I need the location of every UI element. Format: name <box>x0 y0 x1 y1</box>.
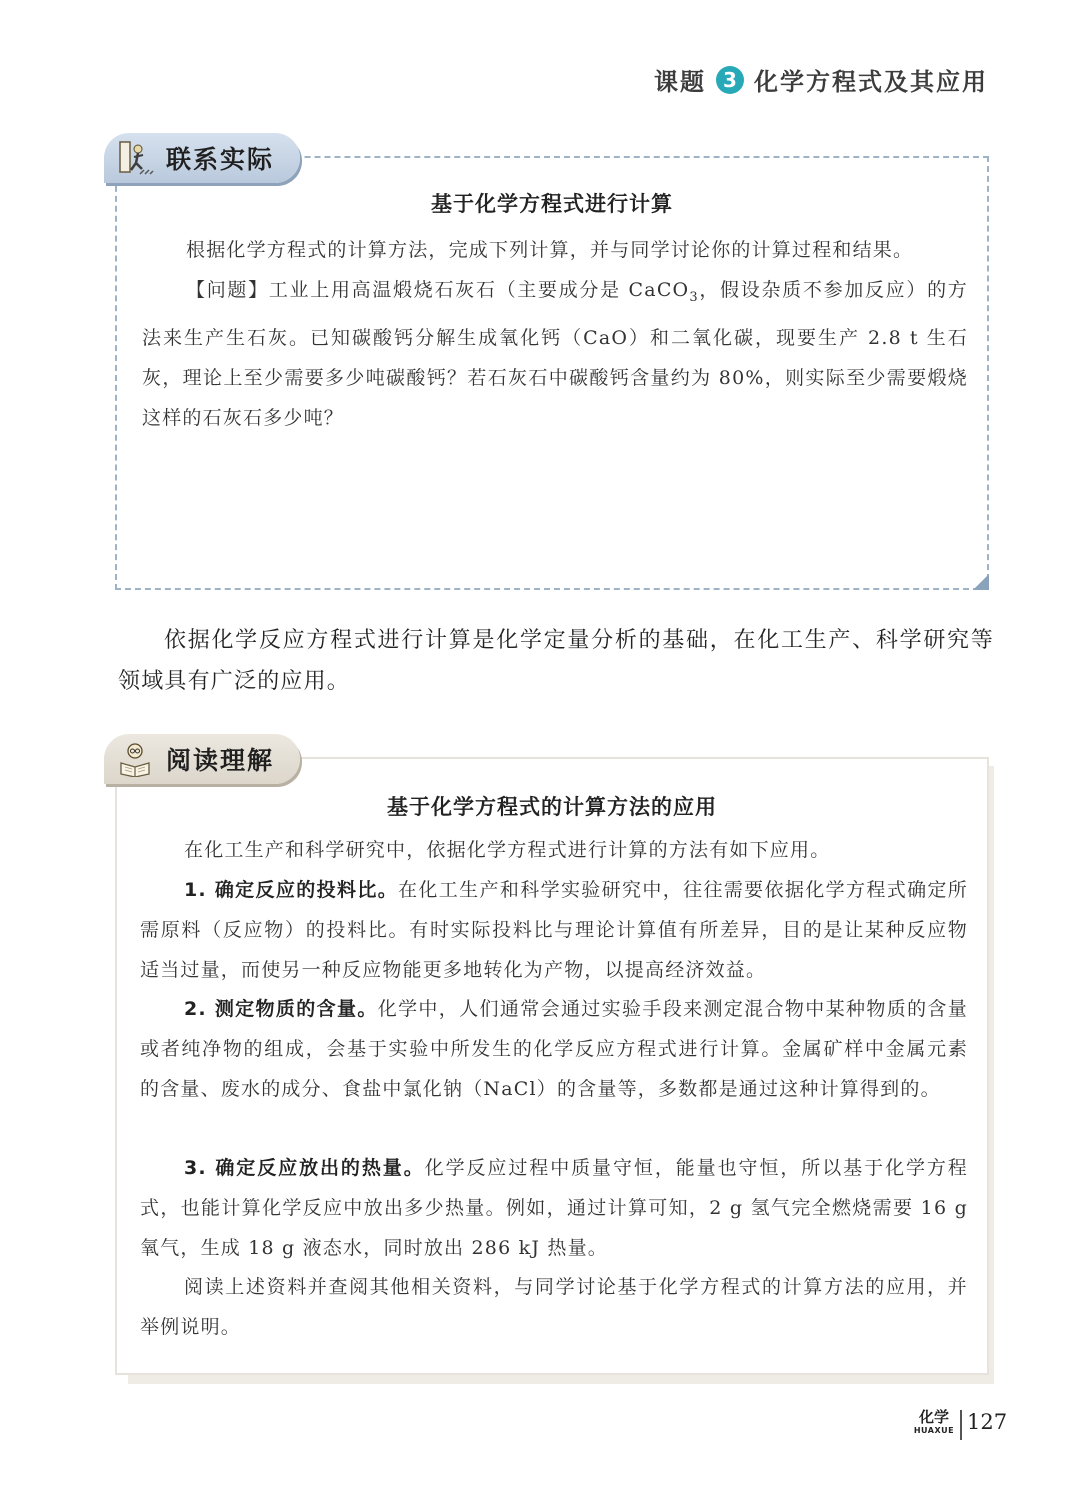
chapter-number-badge: 3 <box>716 66 744 94</box>
item-1-text: 在化工生产和科学实验研究中，往往需要依据化学方程式确定所需原料（反应物）的投料比。有时实际投料比与理论计算值有所差异，目的是让某种反应物适当过量，而使另一种反应物能更多地转化为产物，以提高经济效益。 <box>140 879 968 981</box>
question-subscript: 3 <box>689 289 699 305</box>
reading-box <box>115 757 989 1375</box>
reading-item-1 <box>140 870 968 990</box>
question-text-1: 工业上用高温煅烧石灰石（主要成分是 CaCO <box>268 279 690 301</box>
tab-reading <box>104 734 300 784</box>
reading-person-icon <box>116 741 154 777</box>
item-3-lead: 3. 确定反应放出的热量。 <box>184 1157 425 1179</box>
chapter-label: 课题 <box>654 68 706 96</box>
person-climbing-stairs-icon <box>116 140 154 176</box>
practice-title: 基于化学方程式进行计算 <box>431 192 673 216</box>
question-prefix: 【问题】 <box>186 279 269 301</box>
practice-box <box>115 156 989 590</box>
practice-intro: 根据化学方程式的计算方法，完成下列计算，并与同学讨论你的计算过程和结果。 <box>186 239 914 261</box>
chapter-header <box>654 62 988 97</box>
tab-practice-label: 联系实际 <box>166 145 275 174</box>
footer-divider <box>960 1410 962 1440</box>
practice-question <box>142 270 968 438</box>
question-text-2: ，假设杂质不参加反应）的方法来生产生石灰。已知碳酸钙分解生成氧化钙（CaO）和二氧化碳，现要生产 2.8 t 生石灰，理论上至少需要多少吨碳酸钙？若石灰石中碳酸钙含量约为 80%，则实际至少需要煅烧这样的石灰石多少吨？ <box>142 279 968 429</box>
tab-practice <box>104 133 300 183</box>
chapter-title: 化学方程式及其应用 <box>754 68 988 96</box>
reading-item-3 <box>140 1148 968 1268</box>
tab-reading-label: 阅读理解 <box>166 746 275 775</box>
item-2-text: 化学中，人们通常会通过实验手段来测定混合物中某种物质的含量或者纯净物的组成，会基于实验中所发生的化学反应方程式进行计算。金属矿样中金属元素的含量、废水的成分、食盐中氯化钠（NaCl）的含量等，多数都是通过这种计算得到的。 <box>140 998 968 1100</box>
body-paragraph: 依据化学反应方程式进行计算是化学定量分析的基础，在化工生产、科学研究等领域具有广泛的应用。 <box>118 628 994 694</box>
reading-closing: 阅读上述资料并查阅其他相关资料，与同学讨论基于化学方程式的计算方法的应用，并举例说明。 <box>140 1276 968 1338</box>
reading-item-2 <box>140 989 968 1109</box>
box-corner-mark <box>973 574 989 590</box>
footer-brand-cn: 化学 <box>918 1408 949 1426</box>
item-1-lead: 1. 确定反应的投料比。 <box>184 879 399 901</box>
footer-brand-en: HUAXUE <box>913 1426 955 1435</box>
reading-intro: 在化工生产和科学研究中，依据化学方程式进行计算的方法有如下应用。 <box>184 839 831 861</box>
item-3-text: 化学反应过程中质量守恒，能量也守恒，所以基于化学方程式，也能计算化学反应中放出多少热量。例如，通过计算可知，2 g 氢气完全燃烧需要 16 g 氧气，生成 18 g 液态水，同时放出 286 kJ 热量。 <box>140 1157 968 1259</box>
page-number: 127 <box>967 1410 1008 1434</box>
reading-title: 基于化学方程式的计算方法的应用 <box>387 795 717 819</box>
item-2-lead: 2. 测定物质的含量。 <box>184 998 378 1020</box>
footer-brand <box>910 1408 958 1436</box>
